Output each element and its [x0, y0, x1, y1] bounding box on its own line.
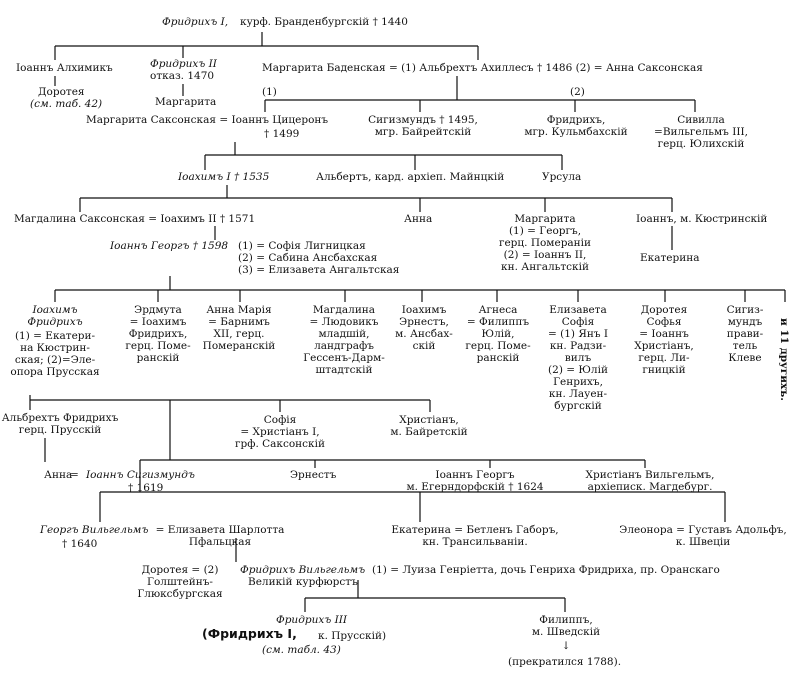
great-elector-name: Фридрихъ Вильгельмъ: [240, 564, 366, 576]
georg-wilhelm: Георгъ Вильгельмъ: [40, 524, 149, 536]
anna-prussia: Анна: [44, 469, 73, 481]
johann-cicero-line: Маргарита Саксонская = Іоаннъ Цицеронъ: [86, 114, 329, 126]
see-table-42: (см. таб. 42): [30, 98, 103, 110]
friedrich-i-title: курф. Бранденбургскій † 1440: [240, 16, 408, 28]
georg-wilhelm-year: † 1640: [62, 538, 98, 550]
marker-first-wife: (1): [262, 86, 277, 98]
elizaveta-sofia: Елизавета Софія = (1) Янъ I кн. Радзи- вилъ (2) = Юлій Генрихъ, кн. Лауен- бургскій: [548, 304, 608, 412]
johann-sigismund-year: † 1619: [128, 482, 164, 494]
ekaterina-bethlen: Екатерина = Бетленъ Габоръ, кн. Трансильваніи.: [391, 524, 559, 548]
johann-kustrin: Іоаннъ, м. Кюстринскій: [636, 213, 768, 225]
sigismund-regent: Сигиз- мундъ прави- тель Клеве: [726, 304, 764, 364]
christian-wilhelm: Христіанъ Вильгельмъ, архіеписк. Магдебург.: [585, 469, 715, 493]
johann-alchemist: Іоаннъ Алхимикъ: [16, 62, 113, 74]
down-arrow-icon: ↓: [561, 640, 571, 652]
ursula: Урсула: [542, 171, 582, 183]
anna-maria: Анна Марія = Барнимъ XII, герц. Померанскій: [202, 304, 276, 352]
johann-georg-wives: (1) = Софія Лигницкая (2) = Сабина Ансбахская (3) = Елизавета Ангальтская: [238, 240, 400, 276]
sofia-saxony: Софія = Христіанъ I, грф. Саксонскій: [235, 414, 325, 450]
johann-cicero-year: † 1499: [264, 128, 300, 140]
friedrich-ii-note: отказ. 1470: [150, 70, 215, 82]
joachim-ii-line: Магдалина Саксонская = Іоахимъ II † 1571: [14, 213, 256, 225]
friedrich-kulmbach: Фридрихъ, мгр. Кульмбахскій: [524, 114, 628, 138]
erdmuta: Эрдмута = Іоахимъ Фридрихъ, герц. Поме- ранскій: [125, 304, 191, 364]
albrecht-friedrich: Альбрехтъ Фридрихъ герц. Прусскій: [1, 412, 119, 436]
johann-georg-jagerndorf: Іоаннъ Георгъ м. Егерндорфскій † 1624: [406, 469, 544, 493]
friedrich-i-prussia-bold: (Фридрихъ I,: [202, 626, 297, 641]
magdalina-hessen: Магдалина = Людовикъ младшій, ландграфъ Гессенъ-Дарм- штадтскій: [303, 304, 385, 376]
ernest: Эрнестъ: [290, 469, 337, 481]
ekaterina-kustrin: Екатерина: [640, 252, 700, 264]
agnesa: Агнеса = Филиппъ Юлій, герц. Поме- ранскій: [465, 304, 531, 364]
friedrich-ii-name: Фридрихъ II: [150, 58, 217, 70]
eleven-others: и 11 другихъ.: [778, 318, 790, 401]
joachim-friedrich-wives: (1) = Екатери- на Кюстрин- ская; (2)=Эле- опора Прусская: [10, 330, 100, 378]
friedrich-i-prussia-rest: к. Прусскій): [318, 630, 387, 642]
johann-georg: Іоаннъ Георгъ † 1598: [110, 240, 229, 252]
marker-second-wife: (2): [570, 86, 585, 98]
marriage-sign: =: [70, 469, 79, 481]
albrecht-achilles-line: Маргарита Баденская = (1) Альбрехтъ Ахиллесъ † 1486 (2) = Анна Саксонская: [262, 62, 703, 74]
dorothea: Доротея: [38, 86, 85, 98]
margarita-pomerania: Маргарита (1) = Георгъ, герц. Померанiи (2) = Іоаннъ II, кн. Ангальтскій: [498, 213, 592, 273]
joachim-i: Іоахимъ I † 1535: [178, 171, 270, 183]
dorothea-sofia: Доротея Софья = Іоаннъ Христіанъ, герц. Ли- гницкій: [634, 304, 694, 376]
anna-gen4: Анна: [404, 213, 433, 225]
friedrich-iii: Фридрихъ III: [276, 614, 348, 626]
joachim-friedrich-name: Іоахимъ Фридрихъ: [27, 304, 83, 328]
johann-sigismund: Іоаннъ Сигизмундъ: [86, 469, 195, 481]
dorothea-holstein: Доротея = (2) Голштейнъ- Глюксбургская: [137, 564, 223, 600]
elizaveta-charlotte: = Елизавета Шарлотта Пфальцкая: [155, 524, 285, 548]
sigismund-bayreuth: Сигизмундъ † 1495, мгр. Байрейтскій: [368, 114, 478, 138]
sibylla: Сивилла =Вильгельмъ III, герц. Юлихскій: [654, 114, 748, 150]
joachim-ernst: Іоахимъ Эрнестъ, м. Ансбах- скій: [395, 304, 453, 352]
friedrich-i-name: Фридрихъ I,: [162, 16, 229, 28]
extinct-note: (прекратился 1788).: [508, 656, 622, 668]
luisa-henrietta: (1) = Луиза Генріетта, дочь Генриха Фридриха, пр. Оранскаго: [372, 564, 720, 576]
eleonora-gustav: Элеонора = Густавъ Адольфъ, к. Швеціи: [619, 524, 787, 548]
great-elector-title: Великій курфюрстъ: [248, 576, 358, 588]
philipp-schwedt: Филиппъ, м. Шведскій: [531, 614, 601, 638]
christian-bayreuth: Христіанъ, м. Байретскій: [390, 414, 468, 438]
albert-mainz: Альбертъ, кард. архіеп. Майнцкій: [316, 171, 505, 183]
margarita: Маргарита: [155, 96, 217, 108]
see-table-43: (см. табл. 43): [262, 644, 341, 656]
